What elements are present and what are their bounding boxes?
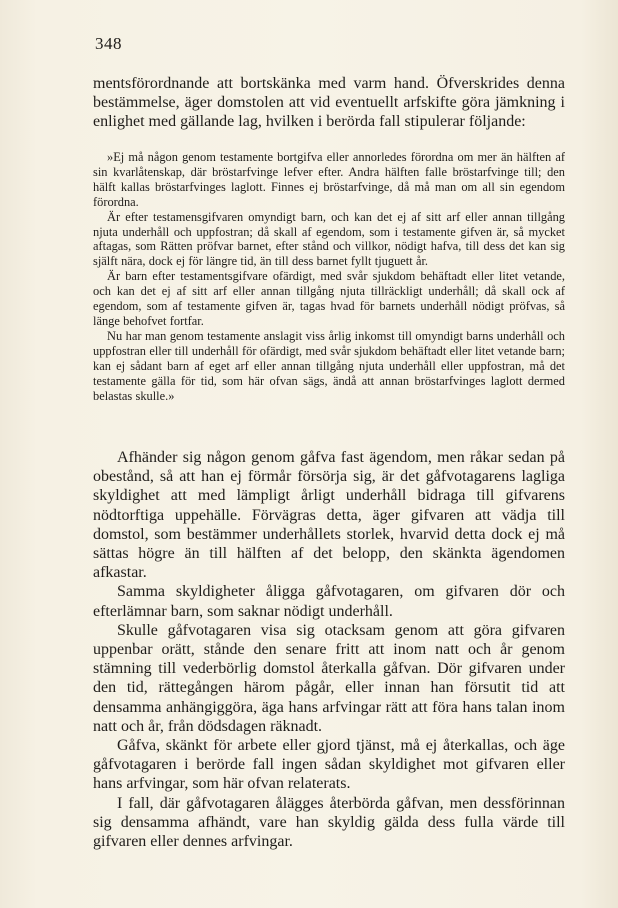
quote-paragraph-4: Nu har man genom testamente anslagit viss årlig inkomst till omyndigt barns underhåll och uppfostran eller till underhåll för ofärdigt, med svår sjukdom behäftadt eller litet vetande barn; kan ej sådant barn af eget arf eller annan tillgång njuta underhåll eller uppfostran, må det testamente gälla för tid, som här ofvan sägs, ändå att annan bröstarfvinges laglott dermed belastas skulle.»	[93, 328, 565, 403]
body-text-block	[93, 448, 565, 851]
body-paragraph-1: Afhänder sig någon genom gåfva fast ägendom, men råkar sedan på obestånd, så att han ej förmår försörja sig, är det gåfvotagarens lagliga skyldighet att med lämpligt årligt underhåll bidraga till gifvarens nödtorftiga uppehälle. Förvägras detta, äger gifvaren att vädja till domstol, som bestämmer underhållets storlek, hvarvid detta dock ej må sättas högre än till hälften af det belopp, den skänkta ägendomen afkastar.	[93, 449, 565, 582]
quote-paragraph-2: Är efter testamensgifvaren omyndigt barn, och kan det ej af sitt arf eller annan tillgång njuta underhåll och uppfostran; då skall af egendom, som i testamente gifven är, så mycket aftagas, som Rätten pröfvar barnet, efter stånd och villkor, nödigt hafva, till dess det kan sig själft nära, dock ej för längre tid, än till dess barnet fyllt tjuguett år.	[93, 209, 565, 269]
quote-paragraph-1: »Ej må någon genom testamente bortgifva eller annorledes förordna om mer än hälften af sin kvarlåtenskap, där bröstarfvinge lefver efter. Andra hälften falle bröstarfvinge till; den hälft kallas bröstarfvinges laglott. Finnes ej bröstarfvinge, då må man om all sin egendom förordna.	[93, 150, 565, 209]
body-paragraph-5: I fall, där gåfvotagaren ålägges återbörda gåfvan, men dessförinnan sig densamma afhändt, vare han skyldig gälda dess fulla värde till gifvaren eller dennes arfvingar.	[93, 794, 565, 851]
body-paragraph-2: Samma skyldigheter åligga gåfvotagaren, om gifvaren dör och efterlämnar barn, som saknar nödigt underhåll.	[93, 583, 565, 620]
intro-block	[93, 74, 565, 132]
law-quote-block	[93, 150, 565, 403]
page-number: 348	[95, 34, 122, 53]
intro-paragraph: mentsförordnande att bortskänka med varm hand. Öfverskrides denna bestämmelse, äger domstolen att vid eventuellt arfskifte göra jämkning i enlighet med gällande lag, hvilken i berörda fall stipulerar följande:	[93, 75, 565, 131]
quote-paragraph-3: Är barn efter testamentsgifvare ofärdigt, med svår sjukdom behäftadt eller litet vetande, och kan det ej af sitt arf eller annan tillgång njuta tillräckligt underhåll; då skall ock af egendom, som af testamente gifven är, tagas hvad för barnets underhåll nödigt pröfvas, så länge behofvet fortfar.	[93, 269, 565, 328]
body-paragraph-4: Gåfva, skänkt för arbete eller gjord tjänst, må ej återkallas, och äge gåfvotagaren i berörde fall ingen sådan skyldighet mot gifvaren eller hans arfvingar, som här ofvan relaterats.	[93, 737, 565, 793]
body-paragraph-3: Skulle gåfvotagaren visa sig otacksam genom att göra gifvaren uppenbar orätt, stånde den senare fritt att inom natt och år genom stämning till vederbörlig domstol återkalla gåfvan. Dör gifvaren under den tid, rättegången härom pågår, eller innan han försutit tid att densamma anhängiggöra, äga hans arfvingar rätt att föra hans talan inom natt och år, från dödsdagen räknadt.	[93, 621, 565, 735]
